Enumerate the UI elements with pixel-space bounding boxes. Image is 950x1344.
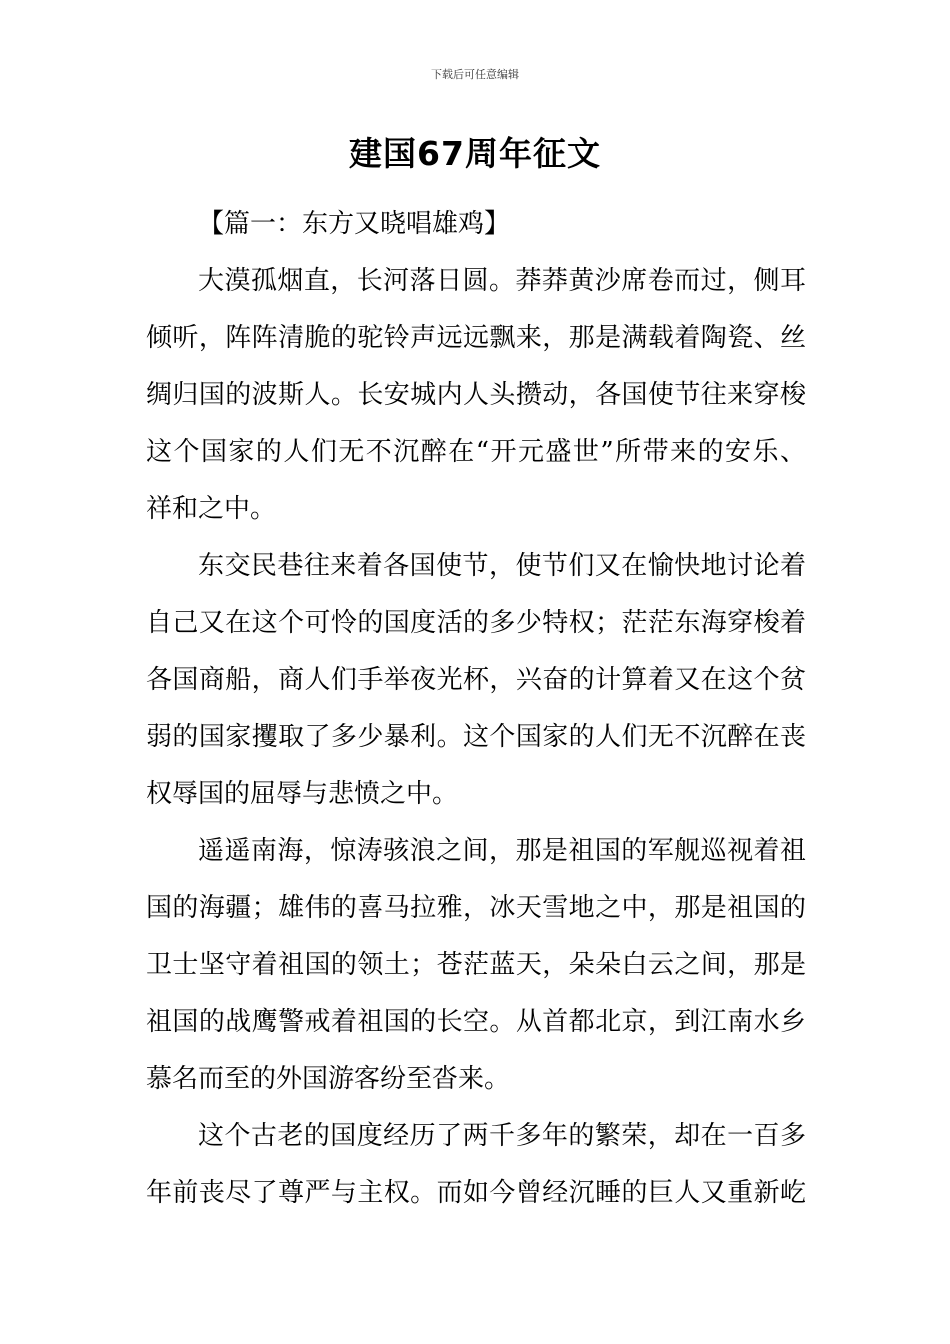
paragraph-line: 慕名而至的外国游客纷至沓来。 (146, 1064, 511, 1094)
paragraph-line: 大漠孤烟直，长河落日圆。莽莽黄沙席卷而过，侧耳 (198, 266, 806, 296)
paragraph-line: 自己又在这个可怜的国度活的多少特权；茫茫东海穿梭着 (146, 608, 806, 638)
paragraph-line: 国的海疆；雄伟的喜马拉雅，冰天雪地之中，那是祖国的 (146, 893, 806, 923)
paragraph-line: 绸归国的波斯人。长安城内人头攒动，各国使节往来穿梭 (146, 380, 806, 410)
paragraph-line: 这个国家的人们无不沉醉在“开元盛世”所带来的安乐、 (146, 437, 806, 467)
paragraph-4 (146, 1108, 806, 1222)
paragraph-line: 各国商船，商人们手举夜光杯，兴奋的计算着又在这个贫 (146, 665, 806, 695)
paragraph-line: 祥和之中。 (146, 494, 277, 524)
document-title: 建国67周年征文 (349, 134, 601, 173)
paragraph-line: 遥遥南海，惊涛骇浪之间，那是祖国的军舰巡视着祖 (198, 836, 806, 866)
paragraph-line: 年前丧尽了尊严与主权。而如今曾经沉睡的巨人又重新屹 (146, 1178, 806, 1208)
document-body (146, 196, 806, 1222)
paragraph-3 (146, 823, 806, 1108)
section-heading: 【篇一：东方又晓唱雄鸡】 (198, 209, 511, 239)
paragraph-line: 卫士坚守着祖国的领土；苍茫蓝天，朵朵白云之间，那是 (146, 950, 806, 980)
paragraph-line: 这个古老的国度经历了两千多年的繁荣，却在一百多 (198, 1121, 806, 1151)
paragraph-line: 权辱国的屈辱与悲愤之中。 (146, 779, 459, 809)
paragraph-line: 祖国的战鹰警戒着祖国的长空。从首都北京，到江南水乡 (146, 1007, 806, 1037)
paragraph-2 (146, 538, 806, 823)
paragraph-line: 弱的国家攫取了多少暴利。这个国家的人们无不沉醉在丧 (146, 722, 806, 752)
paragraph-line: 倾听，阵阵清脆的驼铃声远远飘来，那是满载着陶瓷、丝 (146, 323, 806, 353)
header-note: 下载后可任意编辑 (431, 68, 519, 81)
paragraph-1 (146, 253, 806, 538)
paragraph-line: 东交民巷往来着各国使节，使节们又在愉快地讨论着 (198, 551, 806, 581)
